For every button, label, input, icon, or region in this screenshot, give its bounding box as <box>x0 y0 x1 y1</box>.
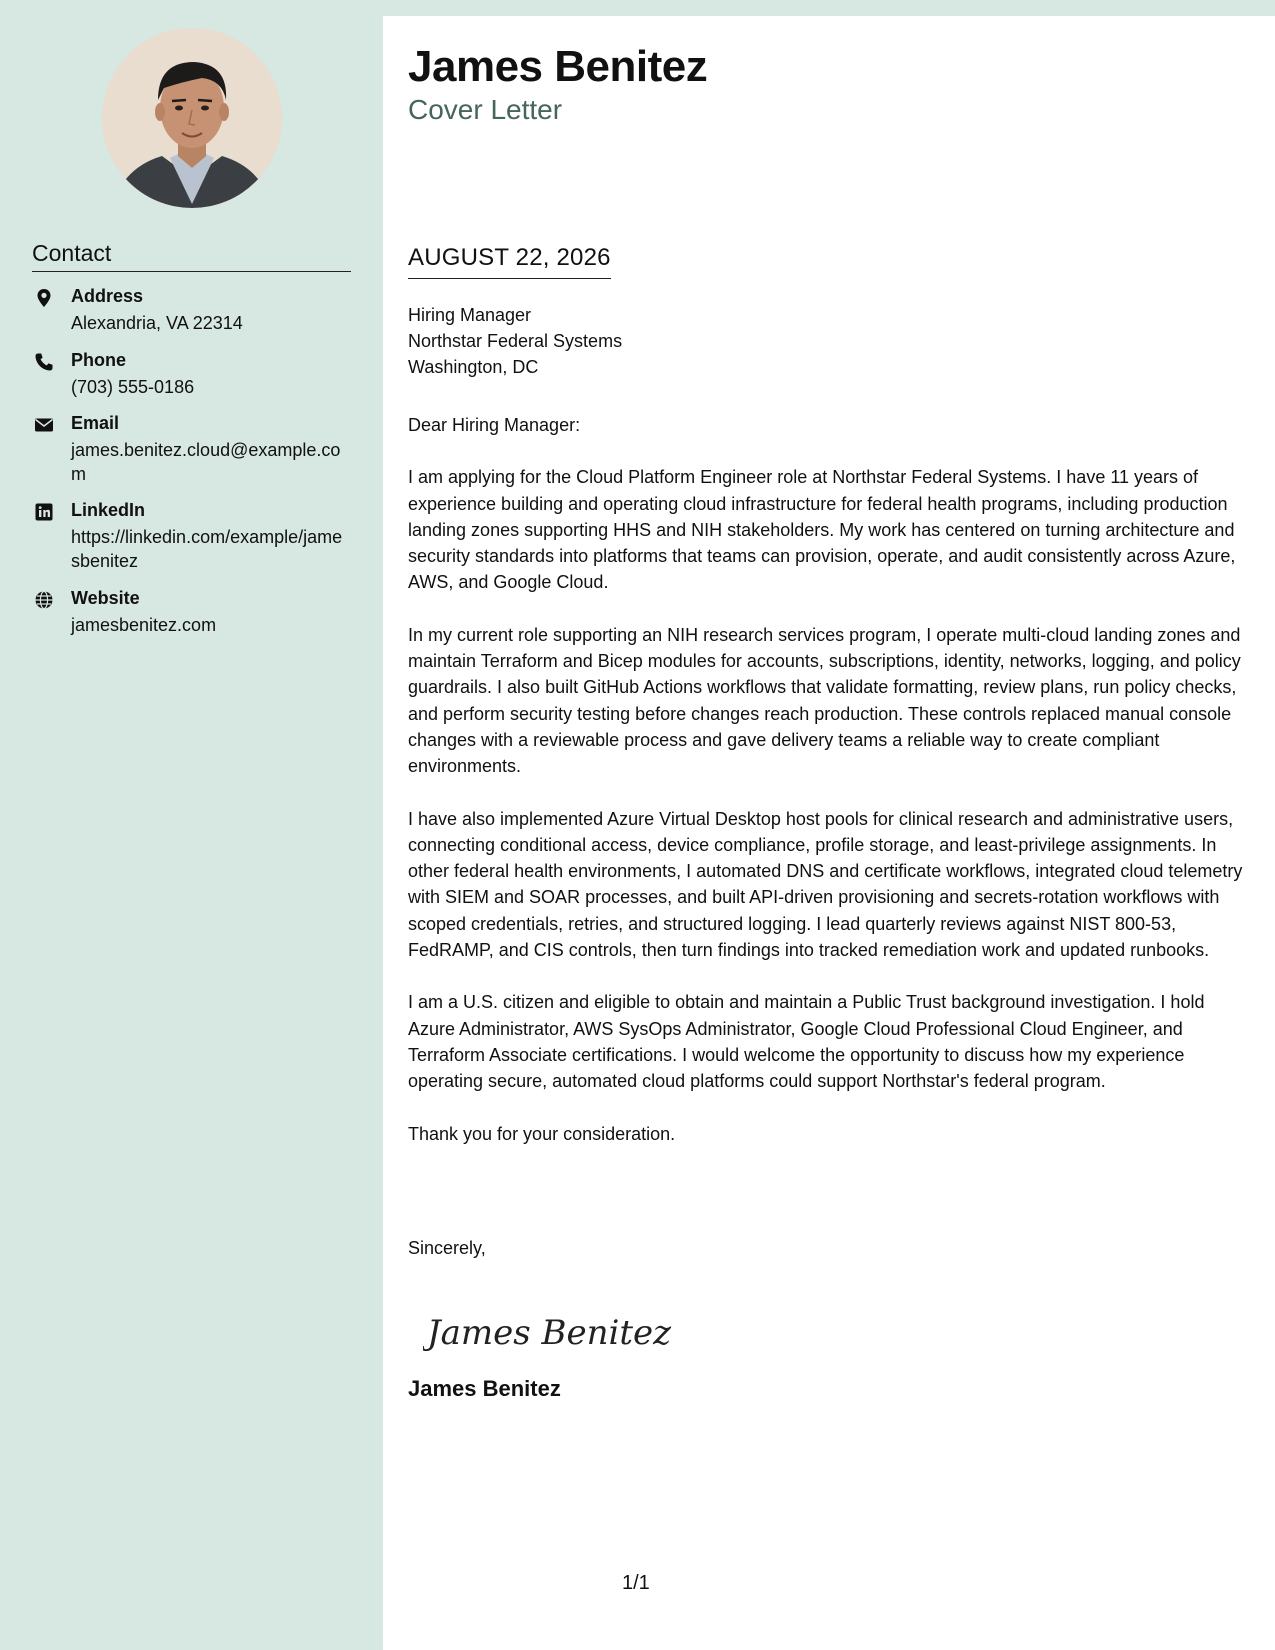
letter-paragraph: I am a U.S. citizen and eligible to obtain and maintain a Public Trust background investigation. I hold Azure Administrator, AWS SysOps Administrator, Google Cloud Professional Cloud Engineer, and Terraform Associate certifications. I would welcome the opportunity to discuss how my experience operating secure, automated cloud platforms could support Northstar's federal program. <box>408 992 1205 1092</box>
globe-icon <box>34 590 54 610</box>
map-pin-icon <box>34 288 54 308</box>
sidebar <box>0 0 383 1650</box>
recipient-block <box>408 302 622 380</box>
contact-label: LinkedIn <box>71 500 146 520</box>
signature-text: James Benitez <box>427 1313 672 1353</box>
salutation: Dear Hiring Manager: <box>408 415 581 435</box>
document-subtitle: Cover Letter <box>408 94 563 125</box>
contact-value[interactable]: james.benitez.cloud@example.com <box>71 440 341 484</box>
letter-paragraph: Thank you for your consideration. <box>408 1123 676 1144</box>
letter-paragraph: I am applying for the Cloud Platform Engineer role at Northstar Federal Systems. I have 11 years of experience building and operating cloud infrastructure for federal health programs, including production landing zones supporting HHS and NIH stakeholders. My work has centered on turning architecture and security standards into platforms that teams can provision, operate, and audit consistently across Azure, AWS, and Google Cloud. <box>408 467 1236 593</box>
phone-icon <box>34 352 54 372</box>
contact-heading: Contact <box>32 240 351 272</box>
linkedin-icon <box>34 502 54 522</box>
letter-body <box>383 16 1275 1650</box>
contact-label: Email <box>71 413 120 433</box>
page-number: 1/1 <box>622 1572 650 1594</box>
letter-paragraph: I have also implemented Azure Virtual Desktop host pools for clinical research and administrative users, connecting conditional access, device compliance, profile storage, and least-privilege assignments. In other federal health environments, I automated DNS and certificate workflows, integrated cloud telemetry with SIEM and SOAR processes, and built API-driven provisioning and secrets-rotation workflows with scoped credentials, retries, and structured logging. I lead quarterly reviews against NIST 800-53, FedRAMP, and CIS controls, then turn findings into tracked remediation work and updated runbooks. <box>408 808 1243 961</box>
contact-value[interactable]: https://linkedin.com/example/jamesbenitez <box>71 527 343 571</box>
letter-date: AUGUST 22, 2026 <box>408 244 611 279</box>
applicant-name: James Benitez <box>408 42 708 91</box>
contact-value: (703) 555-0186 <box>71 377 195 397</box>
signed-name: James Benitez <box>408 1376 561 1401</box>
profile-photo <box>102 28 282 208</box>
recipient-line: Hiring Manager <box>408 305 532 325</box>
contact-label: Website <box>71 588 140 608</box>
contact-value[interactable]: jamesbenitez.com <box>71 615 217 635</box>
recipient-line: Washington, DC <box>408 357 539 377</box>
letter-content <box>408 412 1244 1173</box>
contact-value: Alexandria, VA 22314 <box>71 313 243 333</box>
signature <box>423 1302 703 1362</box>
contact-label: Phone <box>71 350 127 370</box>
envelope-icon <box>34 415 54 435</box>
letter-paragraph: In my current role supporting an NIH research services program, I operate multi-cloud landing zones and maintain Terraform and Bicep modules for accounts, subscriptions, identity, networks, logging, and policy guardrails. I also built GitHub Actions workflows that validate formatting, review plans, run policy checks, and perform security testing before changes reach production. These controls replaced manual console changes with a reviewable process and gave delivery teams a reliable way to create compliant environments. <box>408 624 1241 777</box>
closing: Sincerely, <box>408 1238 486 1258</box>
contact-label: Address <box>71 286 144 306</box>
recipient-line: Northstar Federal Systems <box>408 331 623 351</box>
